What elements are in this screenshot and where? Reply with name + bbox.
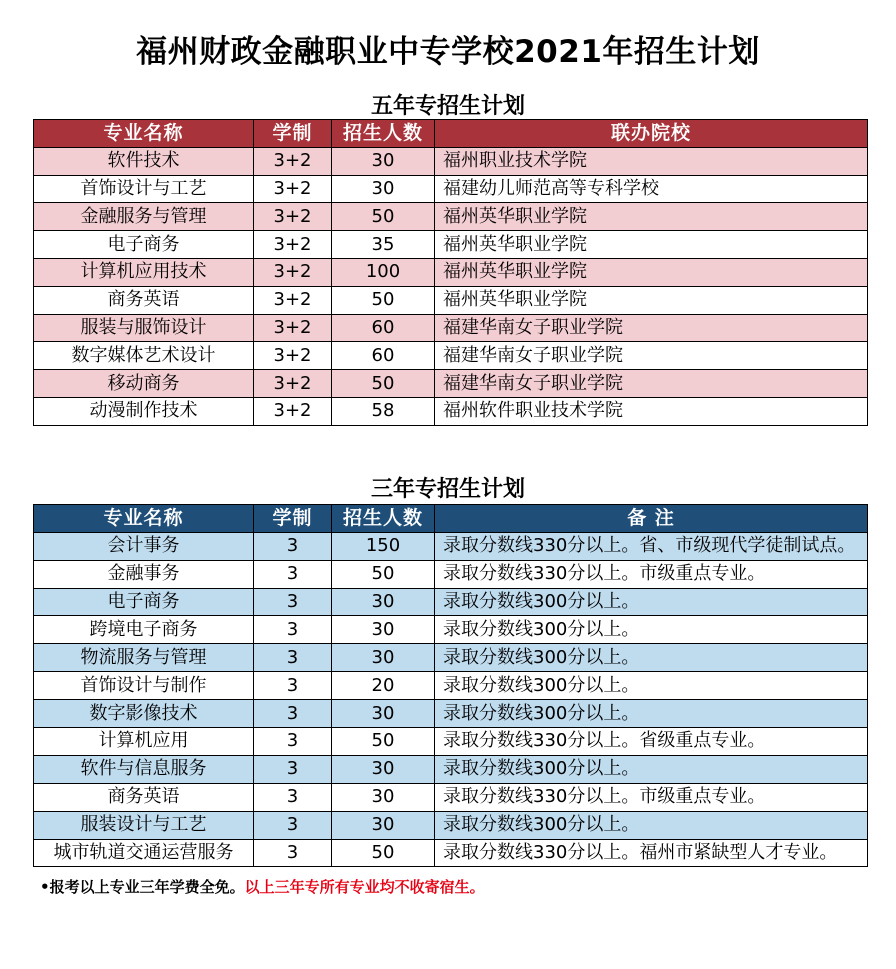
five-year-table-body <box>34 147 868 425</box>
cell-count: 50 <box>332 370 435 398</box>
cell-system: 3+2 <box>254 370 332 398</box>
cell-major: 城市轨道交通运营服务 <box>34 839 254 867</box>
table-row <box>34 728 868 756</box>
cell-system: 3 <box>254 588 332 616</box>
cell-note: 录取分数线330分以上。市级重点专业。 <box>435 560 868 588</box>
three-year-heading: 三年专招生计划 <box>370 477 525 502</box>
cell-system: 3+2 <box>254 258 332 286</box>
cell-system: 3 <box>254 700 332 728</box>
cell-partner: 福建华南女子职业学院 <box>435 314 868 342</box>
cell-count: 30 <box>332 755 435 783</box>
cell-system: 3+2 <box>254 175 332 203</box>
cell-note: 录取分数线300分以上。 <box>435 616 868 644</box>
cell-system: 3 <box>254 532 332 560</box>
cell-count: 35 <box>332 231 435 259</box>
cell-major: 首饰设计与工艺 <box>34 175 254 203</box>
table-row <box>34 700 868 728</box>
cell-system: 3+2 <box>254 147 332 175</box>
cell-major: 金融事务 <box>34 560 254 588</box>
cell-major: 会计事务 <box>34 532 254 560</box>
cell-major: 数字媒体艺术设计 <box>34 342 254 370</box>
cell-system: 3+2 <box>254 286 332 314</box>
table-row <box>34 314 868 342</box>
column-header-major: 专业名称 <box>34 505 254 533</box>
table-header-row <box>34 120 868 148</box>
cell-system: 3+2 <box>254 231 332 259</box>
column-header-major: 专业名称 <box>34 120 254 148</box>
cell-count: 30 <box>332 783 435 811</box>
cell-partner: 福州英华职业学院 <box>435 258 868 286</box>
cell-system: 3+2 <box>254 397 332 425</box>
cell-count: 30 <box>332 700 435 728</box>
cell-system: 3 <box>254 644 332 672</box>
table-row <box>34 783 868 811</box>
table-row <box>34 397 868 425</box>
five-year-table <box>33 119 868 426</box>
cell-partner: 福州英华职业学院 <box>435 286 868 314</box>
cell-system: 3 <box>254 672 332 700</box>
cell-major: 商务英语 <box>34 783 254 811</box>
cell-count: 30 <box>332 147 435 175</box>
footnote <box>40 876 485 897</box>
cell-count: 100 <box>332 258 435 286</box>
table-row <box>34 231 868 259</box>
footnote-warning: 以上三年专所有专业均不收寄宿生。 <box>244 878 485 896</box>
table-row <box>34 616 868 644</box>
table-row <box>34 755 868 783</box>
table-row <box>34 811 868 839</box>
cell-count: 58 <box>332 397 435 425</box>
cell-major: 移动商务 <box>34 370 254 398</box>
cell-major: 服装设计与工艺 <box>34 811 254 839</box>
table-row <box>34 672 868 700</box>
cell-count: 150 <box>332 532 435 560</box>
cell-partner: 福州软件职业技术学院 <box>435 397 868 425</box>
column-header-system: 学制 <box>254 505 332 533</box>
column-header-system: 学制 <box>254 120 332 148</box>
cell-major: 动漫制作技术 <box>34 397 254 425</box>
cell-partner: 福州英华职业学院 <box>435 231 868 259</box>
cell-major: 金融服务与管理 <box>34 203 254 231</box>
cell-note: 录取分数线330分以上。市级重点专业。 <box>435 783 868 811</box>
cell-count: 60 <box>332 314 435 342</box>
table-row <box>34 839 868 867</box>
cell-system: 3 <box>254 728 332 756</box>
table-row <box>34 560 868 588</box>
cell-note: 录取分数线300分以上。 <box>435 755 868 783</box>
cell-partner: 福建幼儿师范高等专科学校 <box>435 175 868 203</box>
table-row <box>34 532 868 560</box>
column-header-partner: 联办院校 <box>435 120 868 148</box>
cell-note: 录取分数线300分以上。 <box>435 588 868 616</box>
cell-system: 3 <box>254 783 332 811</box>
cell-note: 录取分数线330分以上。省级重点专业。 <box>435 728 868 756</box>
cell-major: 软件技术 <box>34 147 254 175</box>
cell-partner: 福州英华职业学院 <box>435 203 868 231</box>
cell-major: 首饰设计与制作 <box>34 672 254 700</box>
cell-major: 电子商务 <box>34 231 254 259</box>
cell-count: 30 <box>332 644 435 672</box>
cell-system: 3+2 <box>254 314 332 342</box>
cell-major: 数字影像技术 <box>34 700 254 728</box>
cell-system: 3 <box>254 616 332 644</box>
cell-count: 50 <box>332 286 435 314</box>
column-header-count: 招生人数 <box>332 505 435 533</box>
cell-major: 软件与信息服务 <box>34 755 254 783</box>
cell-major: 计算机应用 <box>34 728 254 756</box>
cell-system: 3 <box>254 755 332 783</box>
cell-count: 30 <box>332 811 435 839</box>
cell-major: 电子商务 <box>34 588 254 616</box>
cell-count: 60 <box>332 342 435 370</box>
cell-note: 录取分数线300分以上。 <box>435 644 868 672</box>
cell-count: 30 <box>332 616 435 644</box>
column-header-count: 招生人数 <box>332 120 435 148</box>
table-header-row <box>34 505 868 533</box>
cell-count: 30 <box>332 588 435 616</box>
cell-major: 跨境电子商务 <box>34 616 254 644</box>
cell-major: 商务英语 <box>34 286 254 314</box>
table-row <box>34 203 868 231</box>
cell-count: 50 <box>332 839 435 867</box>
cell-partner: 福建华南女子职业学院 <box>435 370 868 398</box>
cell-partner: 福州职业技术学院 <box>435 147 868 175</box>
column-header-note: 备 注 <box>435 505 868 533</box>
cell-note: 录取分数线300分以上。 <box>435 672 868 700</box>
cell-count: 50 <box>332 728 435 756</box>
cell-partner: 福建华南女子职业学院 <box>435 342 868 370</box>
three-year-table-body <box>34 532 868 867</box>
table-row <box>34 175 868 203</box>
table-row <box>34 644 868 672</box>
cell-major: 物流服务与管理 <box>34 644 254 672</box>
table-row <box>34 588 868 616</box>
cell-count: 20 <box>332 672 435 700</box>
table-row <box>34 342 868 370</box>
footnote-text: •报考以上专业三年学费全免。 <box>40 878 245 896</box>
table-row <box>34 370 868 398</box>
cell-system: 3 <box>254 811 332 839</box>
table-row <box>34 258 868 286</box>
page-title: 福州财政金融职业中专学校2021年招生计划 <box>136 34 760 70</box>
cell-count: 30 <box>332 175 435 203</box>
cell-note: 录取分数线330分以上。福州市紧缺型人才专业。 <box>435 839 868 867</box>
cell-note: 录取分数线300分以上。 <box>435 811 868 839</box>
cell-system: 3 <box>254 839 332 867</box>
cell-count: 50 <box>332 203 435 231</box>
cell-major: 计算机应用技术 <box>34 258 254 286</box>
cell-major: 服装与服饰设计 <box>34 314 254 342</box>
cell-system: 3+2 <box>254 342 332 370</box>
cell-count: 50 <box>332 560 435 588</box>
cell-note: 录取分数线300分以上。 <box>435 700 868 728</box>
table-row <box>34 286 868 314</box>
table-row <box>34 147 868 175</box>
cell-system: 3+2 <box>254 203 332 231</box>
cell-note: 录取分数线330分以上。省、市级现代学徒制试点。 <box>435 532 868 560</box>
cell-system: 3 <box>254 560 332 588</box>
five-year-heading: 五年专招生计划 <box>370 94 525 119</box>
three-year-table <box>33 504 868 867</box>
